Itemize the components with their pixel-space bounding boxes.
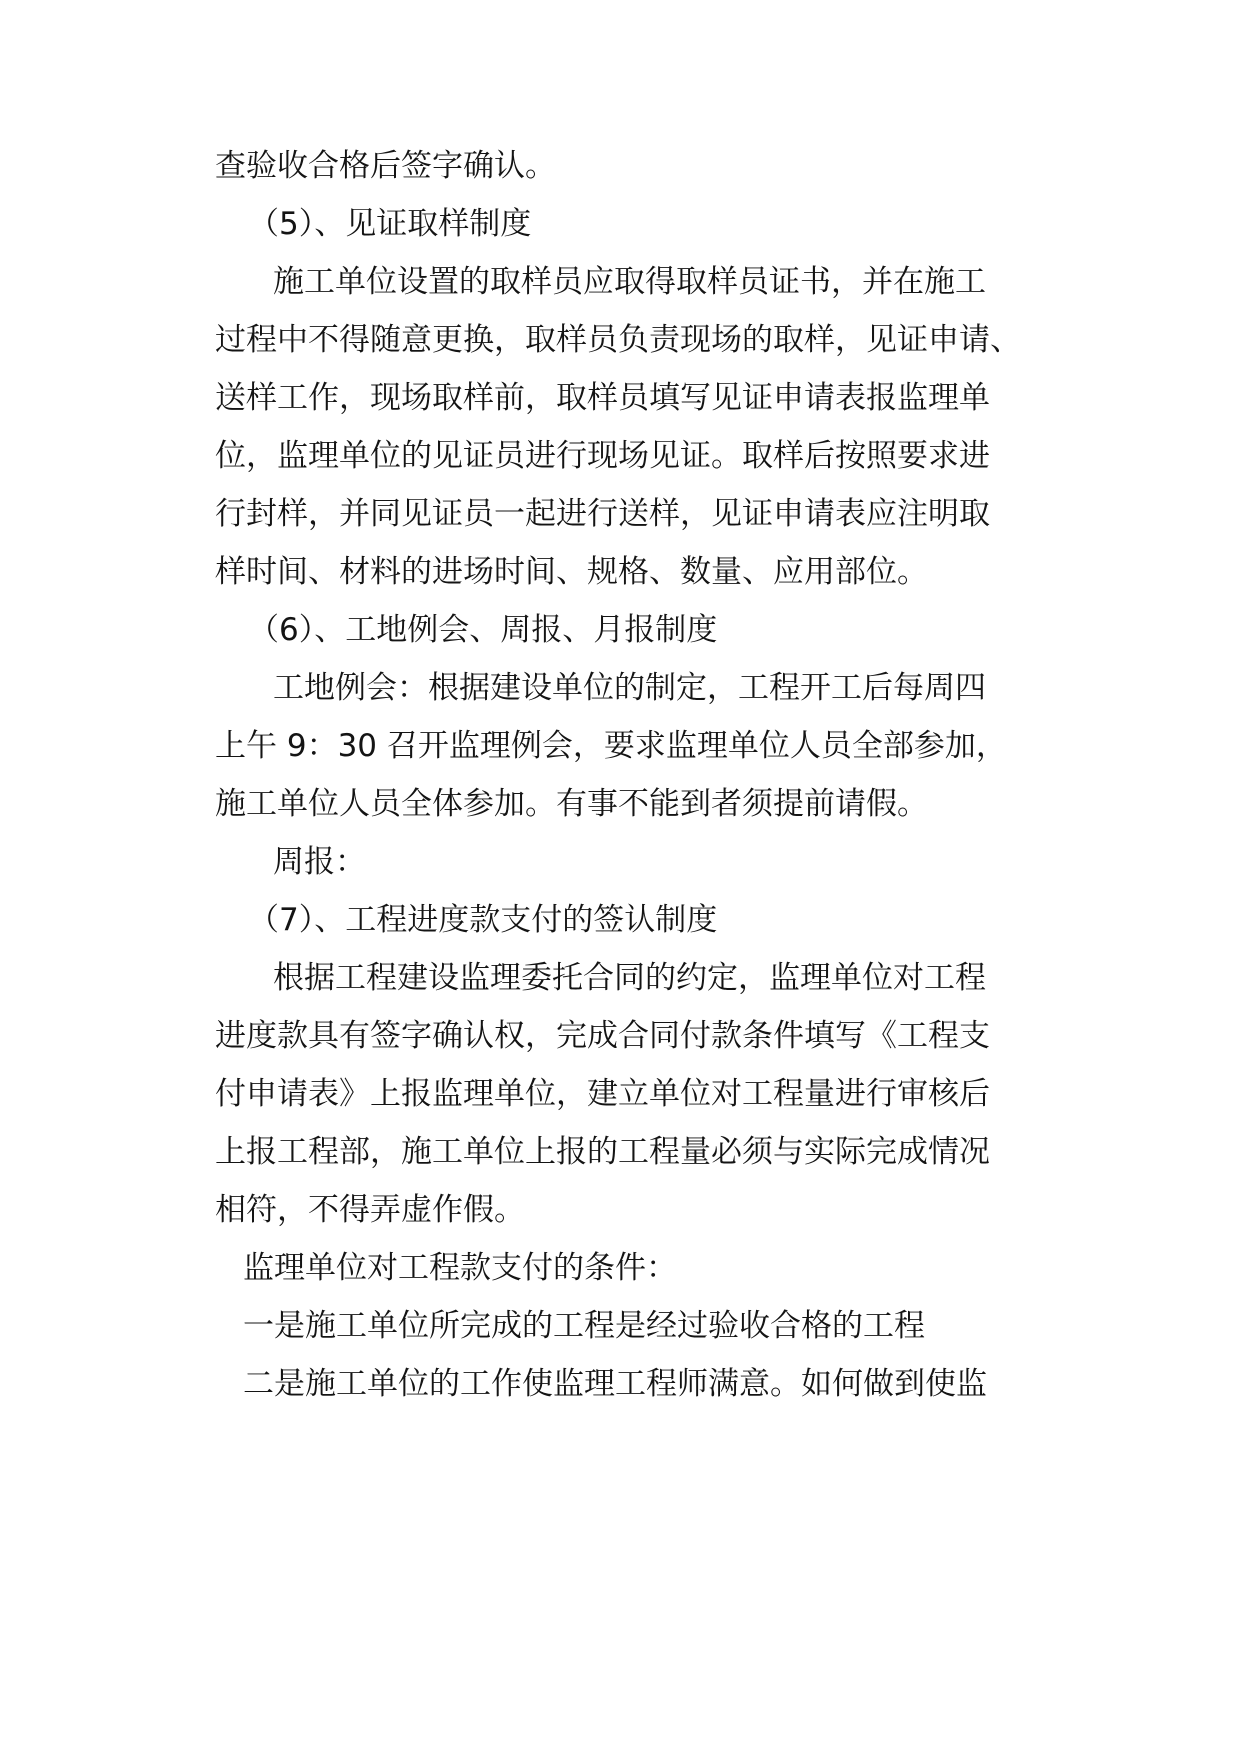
text-line-8: 样时间、材料的进场时间、规格、数量、应用部位。 [215, 554, 928, 590]
text-line-10: 工地例会：根据建设单位的制定，工程开工后每周四 [273, 670, 986, 706]
text-line-19: 相符，不得弄虚作假。 [215, 1192, 525, 1228]
text-line-16: 进度款具有签字确认权，完成合同付款条件填写《工程支 [215, 1018, 990, 1054]
text-line-6: 位，监理单位的见证员进行现场见证。取样后按照要求进 [215, 438, 990, 474]
text-line-3: 施工单位设置的取样员应取得取样员证书，并在施工 [273, 264, 986, 300]
text-line-17: 付申请表》上报监理单位，建立单位对工程量进行审核后 [215, 1076, 990, 1112]
text-line-5: 送样工作，现场取样前，取样员填写见证申请表报监理单 [215, 380, 990, 416]
text-line-20: 监理单位对工程款支付的条件： [243, 1250, 677, 1286]
text-line-7: 行封样，并同见证员一起进行送样，见证申请表应注明取 [215, 496, 990, 532]
section-heading-6: （6）、工地例会、周报、月报制度 [248, 612, 718, 648]
text-line-21: 一是施工单位所完成的工程是经过验收合格的工程 [243, 1308, 925, 1344]
text-line-11: 上午 9：30 召开监理例会，要求监理单位人员全部参加， [215, 728, 1007, 764]
section-heading-5: （5）、见证取样制度 [248, 206, 532, 242]
text-line-1: 查验收合格后签字确认。 [215, 148, 556, 184]
text-line-18: 上报工程部，施工单位上报的工程量必须与实际完成情况 [215, 1134, 990, 1170]
text-line-22: 二是施工单位的工作使监理工程师满意。如何做到使监 [243, 1366, 987, 1402]
text-line-4: 过程中不得随意更换，取样员负责现场的取样，见证申请、 [215, 322, 1021, 358]
text-line-12: 施工单位人员全体参加。有事不能到者须提前请假。 [215, 786, 928, 822]
text-line-13: 周报： [273, 844, 366, 880]
section-heading-7: （7）、工程进度款支付的签认制度 [248, 902, 718, 938]
text-line-15: 根据工程建设监理委托合同的约定，监理单位对工程 [273, 960, 986, 996]
